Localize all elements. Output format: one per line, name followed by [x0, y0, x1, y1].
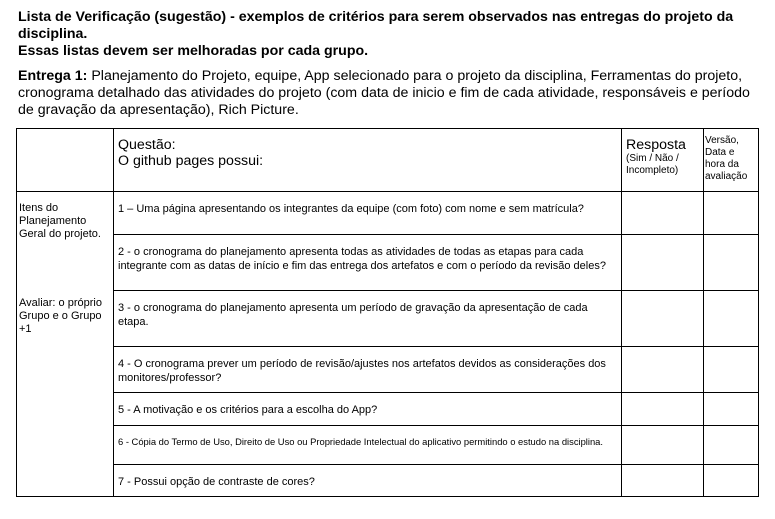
version-cell [704, 465, 759, 497]
entrega-paragraph [18, 68, 768, 119]
table-row [17, 347, 759, 393]
table-row [17, 393, 759, 426]
answer-cell [622, 393, 704, 426]
version-cell [704, 426, 759, 465]
resposta-hint: (Sim / Não / Incompleto) [626, 153, 679, 176]
question-1: 1 – Uma página apresentando os integrantes da equipe (com foto) com nome e sem matrícula? [114, 192, 622, 235]
checklist-table [16, 128, 759, 497]
answer-cell [622, 426, 704, 465]
entrega-label: Entrega 1: [18, 68, 88, 84]
header-empty-cell [17, 129, 114, 192]
table-row [17, 291, 759, 347]
answer-cell [622, 291, 704, 347]
version-cell [704, 347, 759, 393]
header-row [17, 129, 759, 192]
question-5: 5 - A motivação e os critérios para a escolha do App? [114, 393, 622, 426]
left-label-cell [17, 192, 114, 497]
answer-cell [622, 347, 704, 393]
left-label-avaliar: Avaliar: o próprio Grupo e o Grupo +1 [19, 297, 102, 335]
table-row [17, 235, 759, 291]
left-label-itens: Itens do Planejamento Geral do projeto. [19, 202, 101, 240]
answer-cell [622, 235, 704, 291]
question-7: 7 - Possui opção de contraste de cores? [114, 465, 622, 497]
version-cell [704, 291, 759, 347]
header-versao: Versão, Data e hora da avaliação [704, 129, 759, 192]
questao-subtitle: O github pages possui: [118, 153, 264, 169]
question-4: 4 - O cronograma prever um período de revisão/ajustes nos artefatos devidos as considerações dos monitores/professor? [114, 347, 622, 393]
heading-line-2: Essas listas devem ser melhoradas por cada grupo. [18, 43, 369, 59]
table-row [17, 426, 759, 465]
version-cell [704, 393, 759, 426]
version-cell [704, 235, 759, 291]
table-row [17, 192, 759, 235]
answer-cell [622, 465, 704, 497]
question-6: 6 - Cópia do Termo de Uso, Direito de Uso ou Propriedade Intelectual do aplicativo permitindo o estudo na disciplina. [114, 426, 622, 465]
answer-cell [622, 192, 704, 235]
header-questao [114, 129, 622, 192]
table-row [17, 465, 759, 497]
entrega-text: Planejamento do Projeto, equipe, App selecionado para o projeto da disciplina, Ferramentas do projeto, cronograma detalhado das atividades do projeto (com data de inicio e fim de cada atividade, responsáveis e período de gravação da apresentação), Rich Picture. [18, 68, 750, 118]
question-3: 3 - o cronograma do planejamento apresenta um período de gravação da apresentação de cada etapa. [114, 291, 622, 347]
header-resposta [622, 129, 704, 192]
resposta-label: Resposta [626, 137, 686, 153]
version-cell [704, 192, 759, 235]
document-heading [18, 9, 768, 60]
questao-label: Questão: [118, 137, 176, 153]
heading-line-1: Lista de Verificação (sugestão) - exemplos de critérios para serem observados nas entregas do projeto da disciplina. [18, 9, 734, 42]
question-2: 2 - o cronograma do planejamento apresenta todas as atividades de todas as etapas para cada integrante com as datas de início e fim das entrega dos artefatos e com o período da revisão deles? [114, 235, 622, 291]
